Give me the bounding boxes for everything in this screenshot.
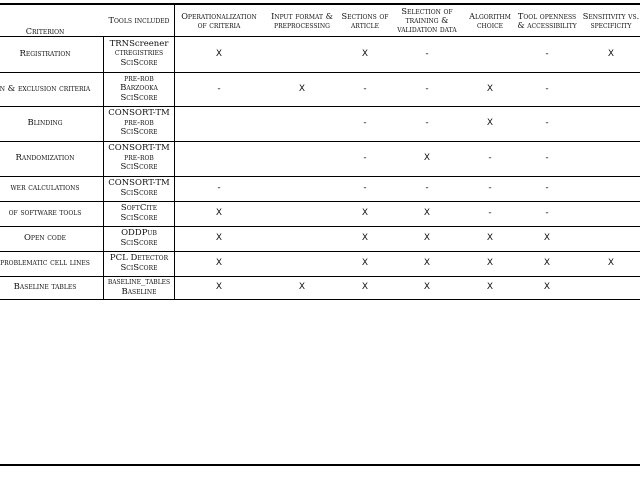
mark-cell: X [543,258,551,269]
mark-cell: X [215,48,223,59]
mark-cell [591,72,631,106]
column-header: Tool openness & accessibility [517,10,577,30]
mark-cell: X [607,48,615,59]
mark-cell: X [361,233,369,244]
column-header: Operationalization of criteria [181,10,257,30]
mark-cell: - [425,118,429,129]
mark-cell: X [486,258,494,269]
tool-name: SciScore [120,162,158,173]
footer-rule [0,464,640,466]
mark-cell: - [363,153,367,164]
criterion-cell: n & exclusion criteria [0,83,91,94]
criterion-cell: Baseline tables [13,282,77,293]
mark-cell: - [545,118,549,129]
mark-cell: X [486,282,494,293]
mark-cell [282,106,322,141]
column-header: Sensitivity vs. specificity [582,10,640,30]
tool-name: pre-rob [124,73,154,84]
tools-cell [104,36,174,72]
tool-name: Baseline [121,286,157,297]
mark-cell: X [361,258,369,269]
mark-cell: - [363,83,367,94]
mark-cell: - [545,153,549,164]
tool-name: Barzooka [120,83,158,94]
mark-cell [591,276,631,299]
mark-cell [591,176,631,201]
mark-cell: X [361,48,369,59]
criterion-cell: Blinding [27,118,63,129]
tool-name: SciScore [120,92,158,103]
mark-cell: X [298,83,306,94]
mark-cell [470,36,510,72]
mark-cell: X [215,208,223,219]
tool-name: baseline_tables [107,277,171,287]
criterion-cell: Randomization [15,153,75,164]
mark-cell: X [486,83,494,94]
mark-cell: - [363,183,367,194]
tool-name: PCL Detector [109,253,169,263]
mark-cell: X [543,282,551,293]
mark-cell: - [488,183,492,194]
tools-cell [104,106,174,141]
mark-cell: - [488,153,492,164]
mark-cell: - [363,118,367,129]
mark-cell [282,226,322,251]
tools-cell [104,141,174,176]
mark-cell: X [607,258,615,269]
mark-cell [282,141,322,176]
mark-cell [591,106,631,141]
tools-header: Tools included [108,15,170,25]
mark-cell: X [361,282,369,293]
tools-cell [104,176,174,201]
mark-cell [591,141,631,176]
tool-name: SciScore [120,57,158,68]
mark-cell: X [423,282,431,293]
mark-cell [591,201,631,226]
mark-cell: X [423,208,431,219]
column-header: Sections of article [341,10,389,30]
tool-name: SciScore [120,262,158,273]
criterion-cell: wer calculations [10,183,80,194]
tool-name: ctregistries [114,48,164,59]
mark-cell: X [423,233,431,244]
mark-cell: - [488,208,492,219]
row-rule [0,299,640,300]
mark-cell: X [215,282,223,293]
criterion-cell: Open code [23,233,67,244]
tools-cell [104,251,174,276]
tool-name: SoftCite [120,203,158,213]
criterion-cell: Registration [19,48,71,59]
mark-cell: - [217,83,221,94]
column-header: Selection of training & validation data [397,6,457,34]
mark-cell: X [361,208,369,219]
mark-cell [282,36,322,72]
mark-cell: - [217,183,221,194]
mark-cell: - [425,48,429,59]
mark-cell [282,176,322,201]
mark-cell: - [545,83,549,94]
mark-cell: - [545,183,549,194]
tool-name: ODDPub [121,228,157,238]
mark-cell: X [423,258,431,269]
mark-cell [591,226,631,251]
mark-cell: - [425,183,429,194]
mark-cell: X [486,118,494,129]
mark-cell [282,251,322,276]
tool-name: pre-rob [124,152,154,163]
tool-name: pre-rob [124,117,154,128]
mark-cell: - [545,48,549,59]
tool-name: TRNScreener [109,38,169,49]
mark-cell [282,201,322,226]
mark-cell [199,106,239,141]
mark-cell: X [423,153,431,164]
tool-name: SciScore [120,187,158,198]
tools-right-divider [174,4,175,299]
mark-cell: X [486,233,494,244]
criterion-cell: of software tools [8,208,82,219]
mark-cell: - [545,208,549,219]
tool-name: SciScore [120,212,158,223]
mark-cell: X [215,233,223,244]
mark-cell: X [215,258,223,269]
tools-cell [104,72,174,106]
criterion-header: Criterion [25,26,65,36]
tools-cell [104,276,174,299]
tools-cell [104,201,174,226]
tool-name: CONSORT-TM [108,178,170,188]
tool-name: CONSORT-TM [108,143,170,154]
mark-cell: - [425,83,429,94]
tools-cell [104,226,174,251]
column-header: Algorithm choice [469,10,511,30]
mark-cell [199,141,239,176]
tool-name: SciScore [120,127,158,138]
tool-name: CONSORT-TM [108,108,170,119]
tool-name: SciScore [120,237,158,248]
column-header: Input format & preprocessing [271,10,333,30]
mark-cell: X [298,282,306,293]
criterion-cell: problematic cell lines [0,258,90,269]
mark-cell: X [543,233,551,244]
